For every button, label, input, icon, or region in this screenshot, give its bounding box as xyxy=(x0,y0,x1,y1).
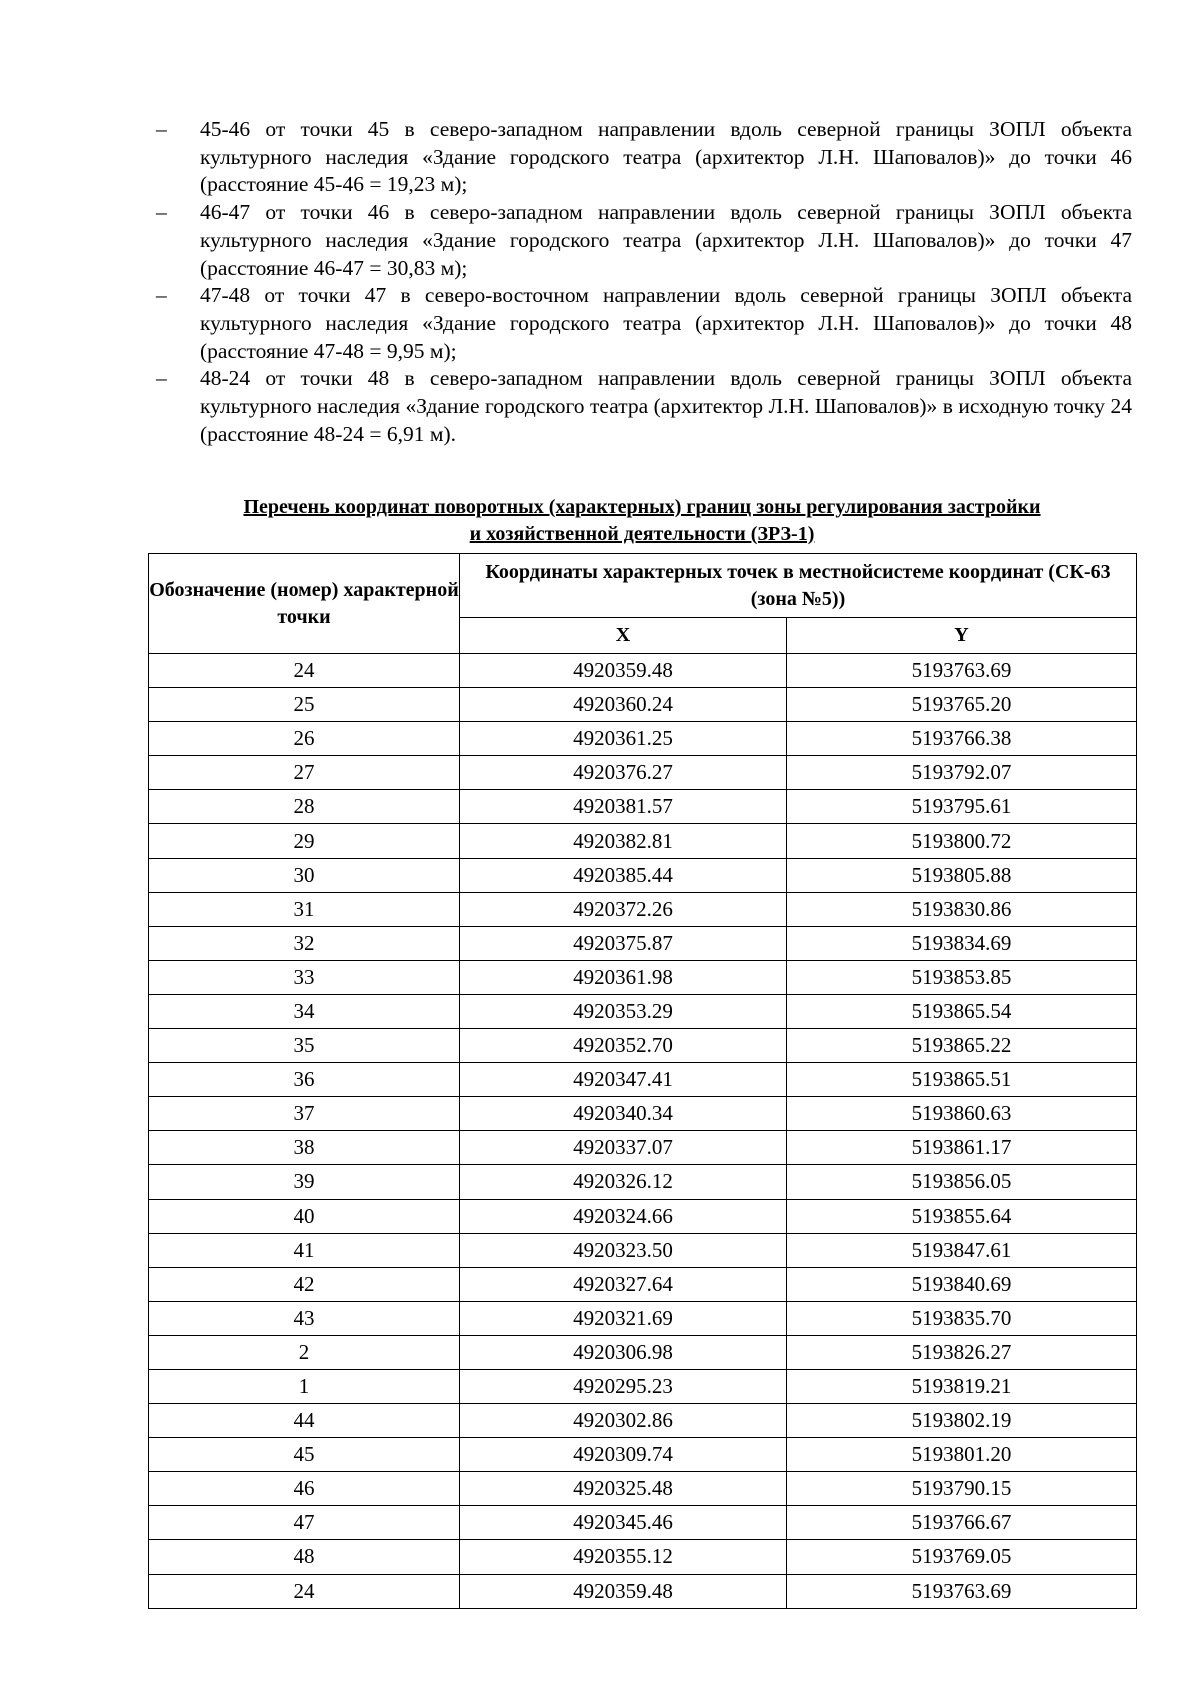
table-row xyxy=(149,756,1137,790)
cell-x: 4920325.48 xyxy=(460,1472,787,1506)
table-row xyxy=(149,1574,1137,1608)
cell-y: 5193765.20 xyxy=(787,688,1137,722)
cell-y: 5193855.64 xyxy=(787,1199,1137,1233)
list-dash: – xyxy=(156,283,167,308)
cell-y: 5193861.17 xyxy=(787,1131,1137,1165)
cell-y: 5193801.20 xyxy=(787,1438,1137,1472)
cell-y: 5193830.86 xyxy=(787,892,1137,926)
cell-x: 4920324.66 xyxy=(460,1199,787,1233)
cell-x: 4920372.26 xyxy=(460,892,787,926)
cell-point-number: 24 xyxy=(149,1574,460,1608)
cell-y: 5193819.21 xyxy=(787,1369,1137,1403)
table-row xyxy=(149,1404,1137,1438)
cell-x: 4920355.12 xyxy=(460,1540,787,1574)
list-item xyxy=(148,116,1132,199)
cell-x: 4920352.70 xyxy=(460,1029,787,1063)
cell-x: 4920340.34 xyxy=(460,1097,787,1131)
table-row xyxy=(149,1335,1137,1369)
cell-y: 5193860.63 xyxy=(787,1097,1137,1131)
cell-y: 5193847.61 xyxy=(787,1233,1137,1267)
cell-y: 5193795.61 xyxy=(787,790,1137,824)
header-y: Y xyxy=(787,618,1137,654)
cell-x: 4920302.86 xyxy=(460,1404,787,1438)
cell-point-number: 32 xyxy=(149,926,460,960)
cell-point-number: 38 xyxy=(149,1131,460,1165)
cell-y: 5193856.05 xyxy=(787,1165,1137,1199)
cell-point-number: 41 xyxy=(149,1233,460,1267)
cell-point-number: 28 xyxy=(149,790,460,824)
cell-x: 4920381.57 xyxy=(460,790,787,824)
table-row xyxy=(149,1301,1137,1335)
cell-point-number: 25 xyxy=(149,688,460,722)
boundary-description-list xyxy=(148,116,1132,448)
list-item-text: 46-47 от точки 46 в северо-западном направлении вдоль северной границы ЗОПЛ объекта культурного наследия «Здание городского театра (архитектор Л.Н. Шаповалов)» до точки 47 (расстояние 46-47 = 30,83 м); xyxy=(200,200,1132,280)
table-row xyxy=(149,1233,1137,1267)
table-row xyxy=(149,824,1137,858)
cell-point-number: 48 xyxy=(149,1540,460,1574)
cell-x: 4920337.07 xyxy=(460,1131,787,1165)
cell-point-number: 37 xyxy=(149,1097,460,1131)
list-dash: – xyxy=(156,200,167,225)
cell-y: 5193763.69 xyxy=(787,1574,1137,1608)
cell-x: 4920353.29 xyxy=(460,994,787,1028)
cell-x: 4920385.44 xyxy=(460,858,787,892)
header-point-number: Обозначение (номер) характерной точки xyxy=(149,554,460,654)
list-dash: – xyxy=(156,117,167,141)
cell-x: 4920327.64 xyxy=(460,1267,787,1301)
header-x: X xyxy=(460,618,787,654)
cell-point-number: 1 xyxy=(149,1369,460,1403)
cell-x: 4920309.74 xyxy=(460,1438,787,1472)
cell-y: 5193826.27 xyxy=(787,1335,1137,1369)
cell-point-number: 36 xyxy=(149,1063,460,1097)
cell-x: 4920306.98 xyxy=(460,1335,787,1369)
table-row xyxy=(149,892,1137,926)
cell-y: 5193802.19 xyxy=(787,1404,1137,1438)
table-row xyxy=(149,790,1137,824)
cell-x: 4920295.23 xyxy=(460,1369,787,1403)
table-row xyxy=(149,1438,1137,1472)
cell-point-number: 30 xyxy=(149,858,460,892)
table-caption-line-1: Перечень координат поворотных (характерных) границ зоны регулирования застройки xyxy=(243,496,1041,518)
coordinates-table-body xyxy=(149,654,1137,1609)
cell-x: 4920376.27 xyxy=(460,756,787,790)
cell-x: 4920321.69 xyxy=(460,1301,787,1335)
table-row xyxy=(149,1369,1137,1403)
table-row xyxy=(149,926,1137,960)
table-row xyxy=(149,1165,1137,1199)
table-row xyxy=(149,1540,1137,1574)
cell-x: 4920323.50 xyxy=(460,1233,787,1267)
list-item-text: 45-46 от точки 45 в северо-западном направлении вдоль северной границы ЗОПЛ объекта культурного наследия «Здание городского театра (архитектор Л.Н. Шаповалов)» до точки 46 (расстояние 45-46 = 19,23 м); xyxy=(200,117,1132,197)
table-row xyxy=(149,1029,1137,1063)
table-row xyxy=(149,1097,1137,1131)
table-row xyxy=(149,1267,1137,1301)
cell-x: 4920382.81 xyxy=(460,824,787,858)
cell-x: 4920359.48 xyxy=(460,1574,787,1608)
cell-y: 5193790.15 xyxy=(787,1472,1137,1506)
table-row xyxy=(149,1063,1137,1097)
table-row xyxy=(149,858,1137,892)
list-item xyxy=(148,282,1132,365)
cell-y: 5193792.07 xyxy=(787,756,1137,790)
cell-x: 4920347.41 xyxy=(460,1063,787,1097)
cell-point-number: 27 xyxy=(149,756,460,790)
list-item xyxy=(148,199,1132,282)
cell-point-number: 46 xyxy=(149,1472,460,1506)
cell-x: 4920361.25 xyxy=(460,722,787,756)
cell-y: 5193800.72 xyxy=(787,824,1137,858)
cell-point-number: 24 xyxy=(149,654,460,688)
table-caption xyxy=(148,494,1136,548)
cell-point-number: 43 xyxy=(149,1301,460,1335)
cell-point-number: 26 xyxy=(149,722,460,756)
header-coordinates: Координаты характерных точек в местнойсистеме координат (СК-63 (зона №5)) xyxy=(460,554,1137,618)
cell-point-number: 42 xyxy=(149,1267,460,1301)
table-row xyxy=(149,994,1137,1028)
cell-y: 5193865.22 xyxy=(787,1029,1137,1063)
table-row xyxy=(149,1199,1137,1233)
cell-y: 5193805.88 xyxy=(787,858,1137,892)
cell-point-number: 39 xyxy=(149,1165,460,1199)
cell-y: 5193865.51 xyxy=(787,1063,1137,1097)
cell-y: 5193835.70 xyxy=(787,1301,1137,1335)
cell-point-number: 31 xyxy=(149,892,460,926)
cell-y: 5193769.05 xyxy=(787,1540,1137,1574)
cell-x: 4920361.98 xyxy=(460,960,787,994)
table-row xyxy=(149,1472,1137,1506)
cell-x: 4920375.87 xyxy=(460,926,787,960)
cell-x: 4920345.46 xyxy=(460,1506,787,1540)
cell-y: 5193853.85 xyxy=(787,960,1137,994)
cell-point-number: 47 xyxy=(149,1506,460,1540)
table-row xyxy=(149,654,1137,688)
table-caption-line-2: и хозяйственной деятельности (ЗРЗ-1) xyxy=(469,523,815,545)
cell-x: 4920326.12 xyxy=(460,1165,787,1199)
cell-y: 5193766.38 xyxy=(787,722,1137,756)
table-row xyxy=(149,722,1137,756)
list-item-text: 48-24 от точки 48 в северо-западном направлении вдоль северной границы ЗОПЛ объекта культурного наследия «Здание городского театра (архитектор Л.Н. Шаповалов)» в исходную точку 24 (расстояние 48-24 = 6,91 м). xyxy=(200,366,1132,446)
cell-point-number: 33 xyxy=(149,960,460,994)
list-item-text: 47-48 от точки 47 в северо-восточном направлении вдоль северной границы ЗОПЛ объекта культурного наследия «Здание городского театра (архитектор Л.Н. Шаповалов)» до точки 48 (расстояние 47-48 = 9,95 м); xyxy=(200,283,1132,363)
table-row xyxy=(149,1131,1137,1165)
cell-y: 5193865.54 xyxy=(787,994,1137,1028)
table-row xyxy=(149,688,1137,722)
cell-y: 5193763.69 xyxy=(787,654,1137,688)
cell-y: 5193766.67 xyxy=(787,1506,1137,1540)
table-row xyxy=(149,960,1137,994)
cell-point-number: 2 xyxy=(149,1335,460,1369)
cell-point-number: 29 xyxy=(149,824,460,858)
cell-x: 4920359.48 xyxy=(460,654,787,688)
list-item xyxy=(148,365,1132,448)
cell-point-number: 40 xyxy=(149,1199,460,1233)
cell-y: 5193834.69 xyxy=(787,926,1137,960)
cell-point-number: 34 xyxy=(149,994,460,1028)
coordinates-table xyxy=(148,553,1137,1609)
cell-point-number: 44 xyxy=(149,1404,460,1438)
cell-point-number: 35 xyxy=(149,1029,460,1063)
cell-x: 4920360.24 xyxy=(460,688,787,722)
cell-point-number: 45 xyxy=(149,1438,460,1472)
cell-y: 5193840.69 xyxy=(787,1267,1137,1301)
table-row xyxy=(149,1506,1137,1540)
list-dash: – xyxy=(156,366,167,391)
